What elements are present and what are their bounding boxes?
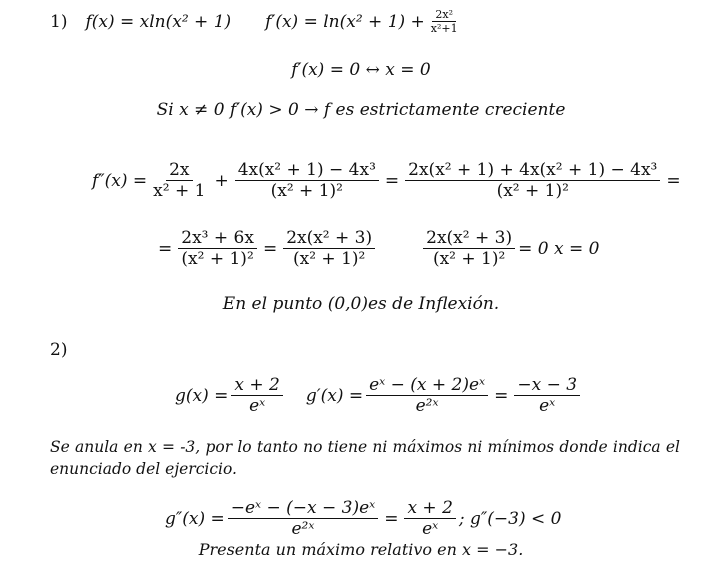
fraction-g-double-prime-simplified: $\frac{x + 2}{\text{eˣ}}$ — [404, 498, 455, 540]
fraction-set-zero: $\frac{\text{2x(x² + 3)}}{\text{(x² + 1)²}}$ — [423, 228, 515, 270]
part-1-definition — [50, 8, 464, 35]
equals-sign: = — [262, 238, 278, 259]
g-double-prime-lhs: g″(x) = — [165, 508, 225, 529]
fraction-combined: $\frac{\text{2x(x² + 1) + 4x(x² + 1) − 4x³}}{\text{(x² + 1)²}}$ — [405, 160, 660, 202]
zero-solution: = 0 x = 0 — [518, 238, 600, 259]
f-prime-definition: f′(x) = ln(x² + 1) + — [265, 11, 425, 32]
f-definition: f(x) = xln(x² + 1) — [85, 11, 232, 32]
fraction-g-prime: $\frac{\text{eˣ − (x + 2)eˣ}}{\text{e²ˣ}}$ — [366, 375, 488, 417]
g-double-prime-evaluation: ; g″(−3) < 0 — [458, 508, 562, 529]
fraction-g: $\frac{x + 2}{\text{eˣ}}$ — [231, 375, 282, 417]
equals-sign-trailing: = — [666, 170, 681, 191]
fraction-term-2: $\frac{\text{4x(x² + 1) − 4x³}}{\text{(x² + 1)²}}$ — [235, 160, 379, 202]
equals-sign-leading: = — [158, 238, 173, 259]
second-derivative-line-2 — [155, 228, 599, 270]
g-second-derivative-line — [165, 498, 561, 540]
relative-maximum-statement: Presenta un máximo relativo en x = −3. — [198, 540, 524, 559]
g-prime-lhs: g′(x) = — [305, 385, 364, 406]
monotonicity-statement: Si x ≠ 0 f′(x) > 0 → f es estrictamente creciente — [156, 100, 566, 120]
second-derivative-line-1 — [92, 160, 684, 202]
f-double-prime-lhs: f″(x) = — [92, 170, 148, 191]
g-derivative-line — [175, 375, 583, 417]
fraction-g-double-prime: $\frac{\text{−eˣ − (−x − 3)eˣ}}{\text{e²ˣ}}$ — [228, 498, 378, 540]
zero-analysis-paragraph: Se anula en x = -3, por lo tanto no tiene ni máximos ni mínimos donde indica el enunciado del ejercicio. — [50, 438, 680, 478]
item-number-2: 2) — [50, 340, 68, 360]
plus-sign: + — [214, 170, 229, 191]
equals-sign: = — [384, 508, 399, 529]
inflection-statement: En el punto (0,0)es de Inflexión. — [222, 294, 500, 314]
equals-sign: = — [494, 385, 509, 406]
fraction-2x2-over-x2plus1: $\frac{\text{2x²}}{\text{x²+1}}$ — [430, 8, 458, 36]
fraction-g-prime-simplified: $\frac{-x - 3}{\text{eˣ}}$ — [514, 375, 580, 417]
critical-point-equation: f′(x) = 0 ↔ x = 0 — [291, 60, 431, 80]
fraction-simplified: $\frac{\text{2x³ + 6x}}{\text{(x² + 1)²}}$ — [178, 228, 257, 270]
g-lhs: g(x) = — [175, 385, 229, 406]
fraction-term-1: $\frac{2x}{\text{x² + 1}}$ — [153, 160, 206, 202]
item-number-1: 1) — [50, 11, 68, 32]
equals-sign: = — [384, 170, 400, 191]
fraction-factored: $\frac{\text{2x(x² + 3)}}{\text{(x² + 1)²}}$ — [283, 228, 375, 270]
